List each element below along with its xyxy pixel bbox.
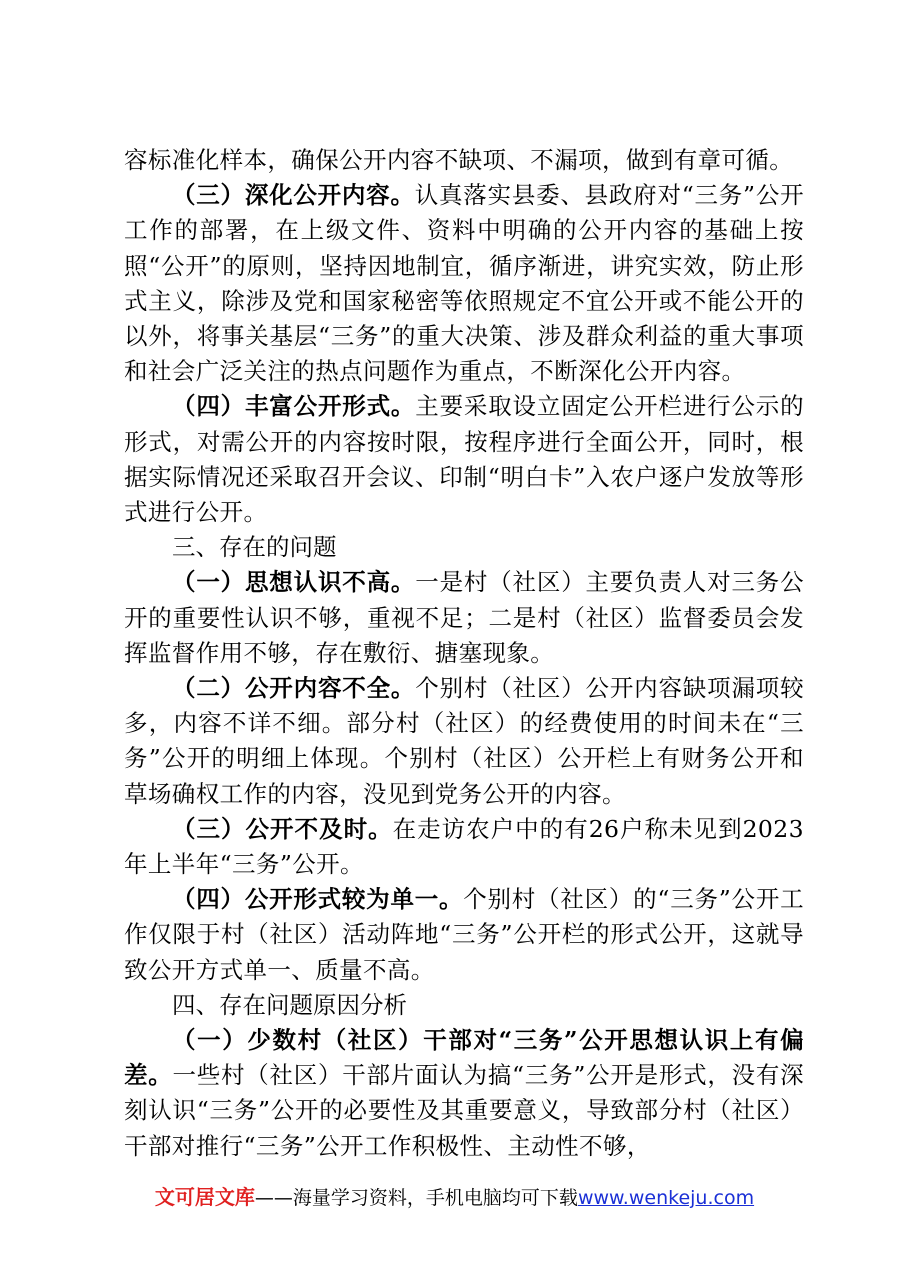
paragraph bbox=[124, 178, 804, 389]
paragraph-lead: （一）少数村（社区）干部对“三务”公开思想认识上有偏差。 bbox=[124, 1026, 804, 1090]
footer-slogan: ——海量学习资料，手机电脑均可下载 bbox=[254, 1187, 578, 1209]
website-link[interactable]: www.wenkeju.com bbox=[577, 1187, 755, 1209]
paragraph bbox=[124, 389, 804, 530]
paragraph bbox=[124, 812, 804, 882]
paragraph-lead: （三）深化公开内容。 bbox=[172, 181, 415, 210]
section-heading: 四、存在问题原因分析 bbox=[172, 990, 407, 1019]
paragraph-text: 个别村（社区）的“三务”公开工作仅限于村（社区）活动阵地“三务”公开栏的形式公开，这就导致公开方式单一、质量不高。 bbox=[124, 885, 804, 984]
paragraph-text: 主要采取设立固定公开栏进行公示的形式，对需公开的内容按时限，按程序进行全面公开，同时，根据实际情况还采取召开会议、印制“明白卡”入农户逐户发放等形式进行公开。 bbox=[124, 392, 805, 527]
paragraph-lead: （四）丰富公开形式。 bbox=[172, 392, 416, 421]
paragraph bbox=[124, 671, 804, 812]
paragraph bbox=[124, 882, 804, 988]
paragraph-text: 认真落实县委、县政府对“三务”公开工作的部署，在上级文件、资料中明确的公开内容的基础上按照“公开”的原则，坚持因地制宜，循序渐进，讲究实效，防止形式主义，除涉及党和国家秘密等依照规定不宜公开或不能公开的以外，将事关基层“三务”的重大决策、涉及群众利益的重大事项和社会广泛关注的热点问题作为重点，不断深化公开内容。 bbox=[124, 181, 805, 386]
paragraph-lead: （二）公开内容不全。 bbox=[172, 674, 416, 703]
paragraph-lead: （一）思想认识不高。 bbox=[172, 568, 416, 597]
brand-name: 文可居文库 bbox=[154, 1185, 255, 1209]
paragraph-text: 一些村（社区）干部片面认为搞“三务”公开是形式，没有深刻认识“三务”公开的必要性及其重要意义，导致部分村（社区）干部对推行“三务”公开工作积极性、主动性不够， bbox=[124, 1061, 804, 1160]
paragraph-text: 一是村（社区）主要负责人对三务公开的重要性认识不够，重视不足；二是村（社区）监督委员会发挥监督作用不够，存在敷衍、搪塞现象。 bbox=[124, 568, 805, 667]
footer-banner bbox=[0, 1181, 909, 1210]
paragraph bbox=[124, 565, 804, 671]
paragraph-lead: （三）公开不及时。 bbox=[172, 814, 393, 843]
paragraph-text: 在走访农户中的有26户称未见到2023年上半年“三务”公开。 bbox=[124, 814, 804, 879]
paragraph-text: 个别村（社区）公开内容缺项漏项较多，内容不详不细。部分村（社区）的经费使用的时间未在“三务”公开的明细上体现。个别村（社区）公开栏上有财务公开和草场确权工作的内容，没见到党务公开的内容。 bbox=[124, 674, 805, 808]
paragraph bbox=[124, 1023, 804, 1164]
paragraph-lead: （四）公开形式较为单一。 bbox=[172, 885, 464, 914]
document-body bbox=[124, 143, 804, 1164]
section-heading: 三、存在的问题 bbox=[172, 533, 337, 562]
paragraph: 容标准化样本，确保公开内容不缺项、不漏项，做到有章可循。 bbox=[124, 146, 794, 174]
